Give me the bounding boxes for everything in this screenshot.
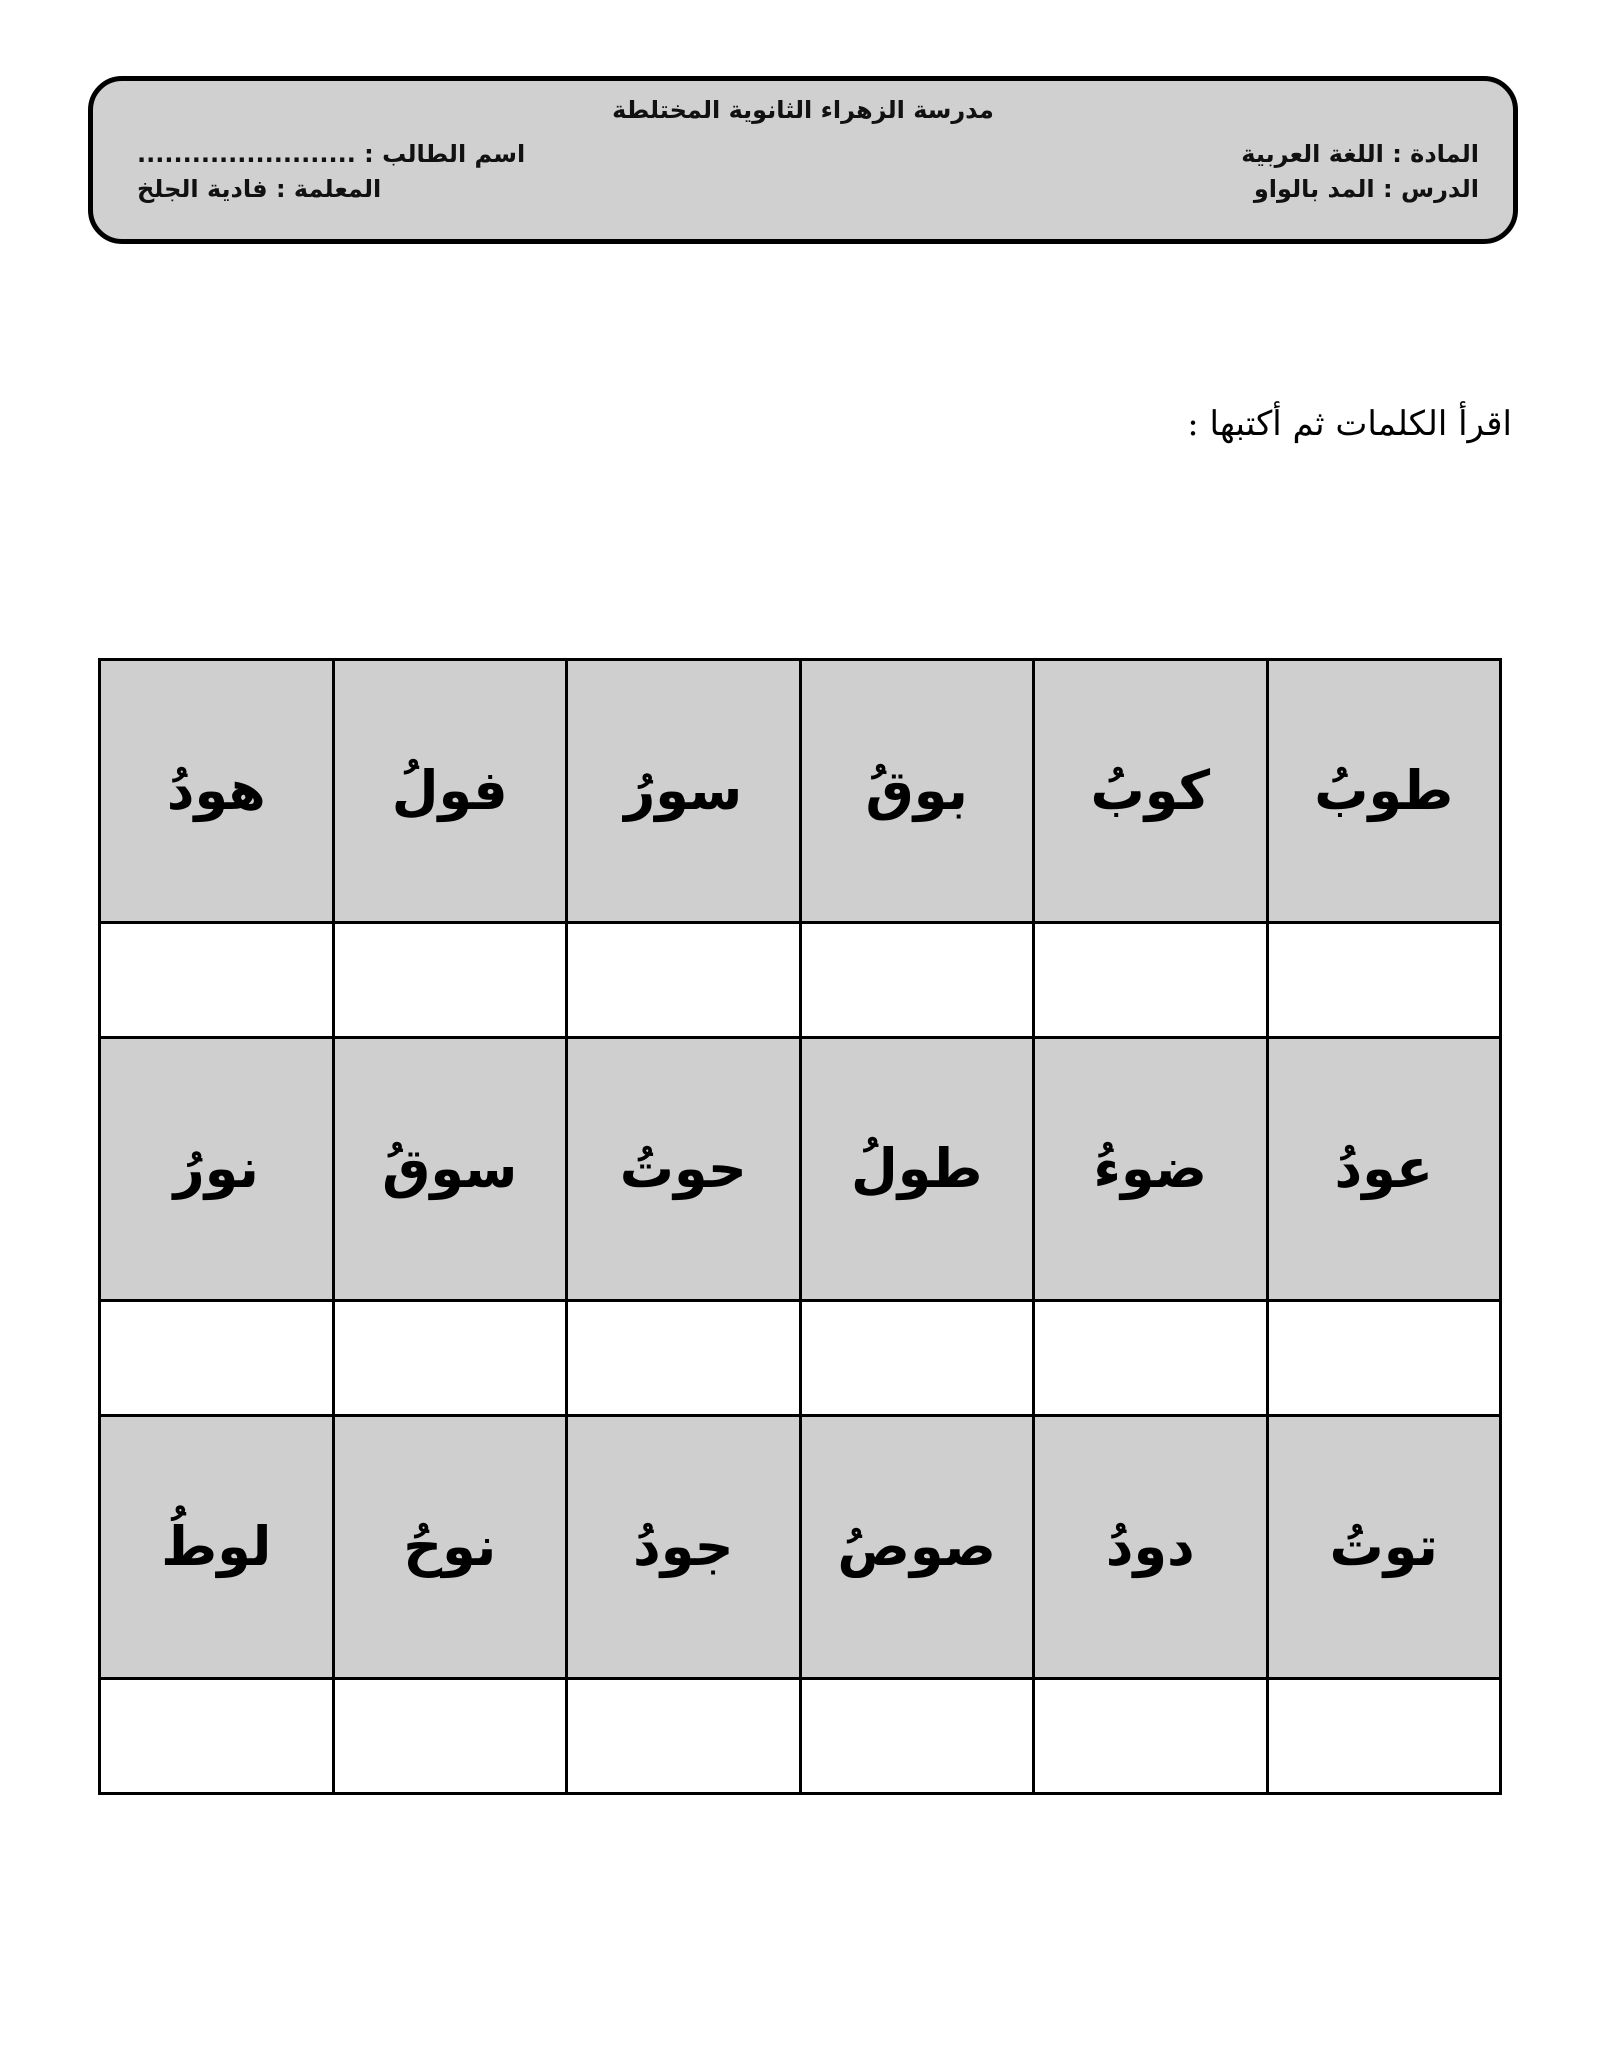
word-cell: سورُ — [567, 660, 801, 923]
answer-cell[interactable] — [100, 1679, 334, 1794]
word-cell: حوتُ — [567, 1038, 801, 1301]
word-row — [100, 660, 1501, 923]
student-name-field[interactable]: اسم الطالب : ........................ — [137, 140, 526, 168]
word-cell: بوقُ — [800, 660, 1034, 923]
word-cell: هودُ — [100, 660, 334, 923]
subject-label: المادة : اللغة العربية — [1241, 140, 1479, 168]
answer-cell[interactable] — [100, 1301, 334, 1416]
teacher-label: المعلمة : فادية الجلخ — [137, 174, 382, 203]
answer-row — [100, 1679, 1501, 1794]
word-cell: طوبُ — [1267, 660, 1501, 923]
word-cell: صوصُ — [800, 1416, 1034, 1679]
word-cell: كوبُ — [1034, 660, 1268, 923]
word-cell: سوقُ — [333, 1038, 567, 1301]
answer-cell[interactable] — [1034, 923, 1268, 1038]
words-table-body — [100, 660, 1501, 1794]
answer-cell[interactable] — [1267, 1679, 1501, 1794]
word-cell: ضوءُ — [1034, 1038, 1268, 1301]
word-cell: نوحُ — [333, 1416, 567, 1679]
answer-cell[interactable] — [567, 1301, 801, 1416]
word-cell: فولُ — [333, 660, 567, 923]
answer-cell[interactable] — [333, 923, 567, 1038]
answer-cell[interactable] — [1034, 1301, 1268, 1416]
word-cell: لوطُ — [100, 1416, 334, 1679]
header-row-subject — [127, 137, 1479, 172]
word-cell: دودُ — [1034, 1416, 1268, 1679]
answer-cell[interactable] — [1267, 1301, 1501, 1416]
word-cell: نورُ — [100, 1038, 334, 1301]
answer-cell[interactable] — [1267, 923, 1501, 1038]
answer-cell[interactable] — [567, 1679, 801, 1794]
word-cell: عودُ — [1267, 1038, 1501, 1301]
answer-cell[interactable] — [800, 923, 1034, 1038]
answer-row — [100, 1301, 1501, 1416]
word-cell: توتُ — [1267, 1416, 1501, 1679]
answer-cell[interactable] — [800, 1679, 1034, 1794]
words-table — [98, 658, 1502, 1795]
school-name: مدرسة الزهراء الثانوية المختلطة — [612, 96, 994, 124]
answer-cell[interactable] — [567, 923, 801, 1038]
instruction-text: اقرأ الكلمات ثم أكتبها : — [1187, 404, 1512, 444]
answer-cell[interactable] — [333, 1301, 567, 1416]
word-row — [100, 1416, 1501, 1679]
header-row-lesson — [127, 172, 1479, 207]
answer-cell[interactable] — [333, 1679, 567, 1794]
header-info-box — [88, 76, 1518, 244]
word-row — [100, 1038, 1501, 1301]
word-cell: طولُ — [800, 1038, 1034, 1301]
answer-cell[interactable] — [100, 923, 334, 1038]
lesson-label: الدرس : المد بالواو — [1253, 174, 1479, 203]
answer-cell[interactable] — [1034, 1679, 1268, 1794]
answer-cell[interactable] — [800, 1301, 1034, 1416]
answer-row — [100, 923, 1501, 1038]
word-cell: جودُ — [567, 1416, 801, 1679]
